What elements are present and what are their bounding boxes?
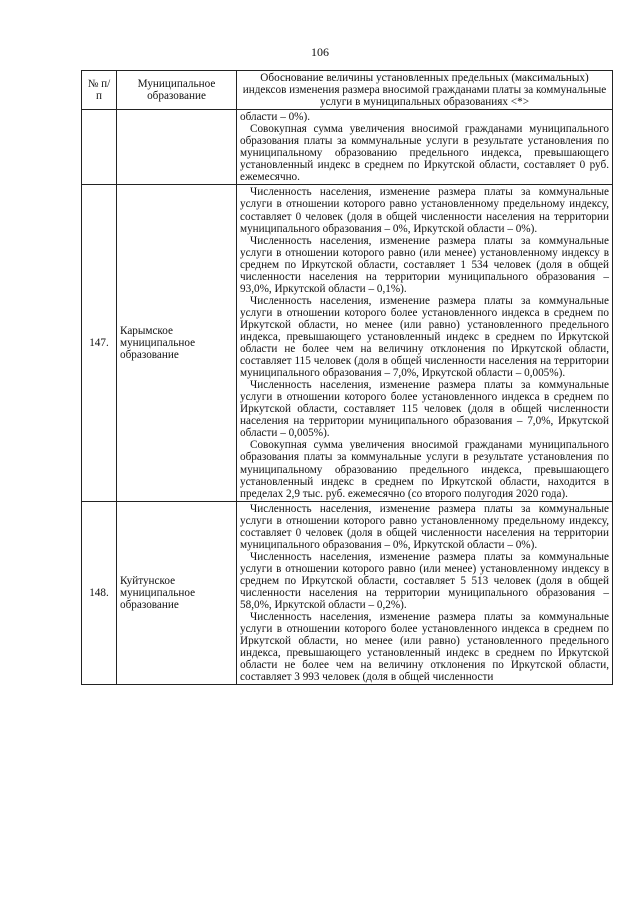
cell-num-empty: [82, 110, 117, 185]
paragraph: области – 0%).: [240, 111, 311, 124]
paragraph: Численность населения, изменение размера платы за коммунальные услуги в отношении которого равно установленному предельному индексу, составляет 0 человек (доля в общей численности населения на территории муниципального образования – 0%, Иркутской области – 0%).: [240, 186, 609, 235]
row-number: 147.: [82, 185, 117, 501]
paragraph: Численность населения, изменение размера платы за коммунальные услуги в отношении которого равно (или менее) установленному индексу в среднем по Иркутской области, составляет 5 513 человек (доля в общей численности населения на территории муниципального образования – 58,0%, Иркутской области – 0,2%).: [240, 550, 609, 612]
paragraph: Численность населения, изменение размера платы за коммунальные услуги в отношении которого более установленного индекса в среднем по Иркутской области, но менее (или равно) установленного предельного индекса, превышающего установленный индекс в среднем по Иркутской области не более чем на величину отклонения по Иркутской области, составляет 115 человек (доля в общей численности населения на территории муниципального образования – 7,0%, Иркутской области – 0,005%).: [240, 294, 609, 380]
paragraph: Численность населения, изменение размера платы за коммунальные услуги в отношении которого более установленного индекса в среднем по Иркутской области, составляет 115 человек (доля в общей численности населения на территории муниципального образования – 7,0%, Иркутской области – 0,005%).: [240, 379, 609, 440]
page-number: 106: [311, 45, 329, 59]
paragraph: Совокупная сумма увеличения вносимой гражданами муниципального образования платы за коммунальные услуги в результате установления по муниципальному образованию предельного индекса, превышающего установленный индекс в среднем по Иркутской области, находится в пределах 2,9 тыс. руб. ежемесячно (со второго полугодия 2020 года).: [240, 439, 609, 500]
paragraph: Численность населения, изменение размера платы за коммунальные услуги в отношении которого более установленного индекса в среднем по Иркутской области, но менее (или равно) установленного предельного индекса, превышающего установленный индекс в среднем по Иркутской области не более чем на величину отклонения по Иркутской области, составляет 3 993 человек (доля в общей численности: [240, 611, 609, 684]
header-municipality: Муниципальное образование: [117, 71, 237, 110]
paragraph: Численность населения, изменение размера платы за коммунальные услуги в отношении которого равно (или менее) установленному индексу в среднем по Иркутской области, составляет 1 534 человек (доля в общей численности населения на территории муниципального образования – 93,0%, Иркутской области – 0,1%).: [240, 234, 609, 295]
cell-justification: [237, 110, 613, 185]
cell-justification: [237, 501, 613, 685]
row-number: 148.: [82, 501, 117, 685]
document-table: [81, 70, 613, 685]
table-header-row: [82, 71, 613, 110]
table-row: [82, 185, 613, 501]
municipality-name: Карымское муниципальное образование: [117, 185, 237, 501]
municipality-name: Куйтунское муниципальное образование: [117, 501, 237, 685]
cell-municipality-empty: [117, 110, 237, 185]
table-row: [82, 501, 613, 685]
cell-justification: [237, 185, 613, 501]
header-justification: Обоснование величины установленных предельных (максимальных) индексов изменения размера вносимой гражданами платы за коммунальные услуги в муниципальных образованиях <*>: [237, 71, 613, 110]
table-row-continuation: [82, 110, 613, 185]
header-num: № п/п: [82, 71, 117, 110]
paragraph: Численность населения, изменение размера платы за коммунальные услуги в отношении которого равно установленному предельному индексу, составляет 0 человек (доля в общей численности населения на территории муниципального образования – 0%, Иркутской области – 0%).: [240, 502, 609, 551]
paragraph: Совокупная сумма увеличения вносимой гражданами муниципального образования платы за коммунальные услуги в результате установления по муниципальному образованию предельного индекса, превышающего установленный индекс в среднем по Иркутской области, составляет 0 руб. ежемесячно.: [240, 123, 609, 184]
